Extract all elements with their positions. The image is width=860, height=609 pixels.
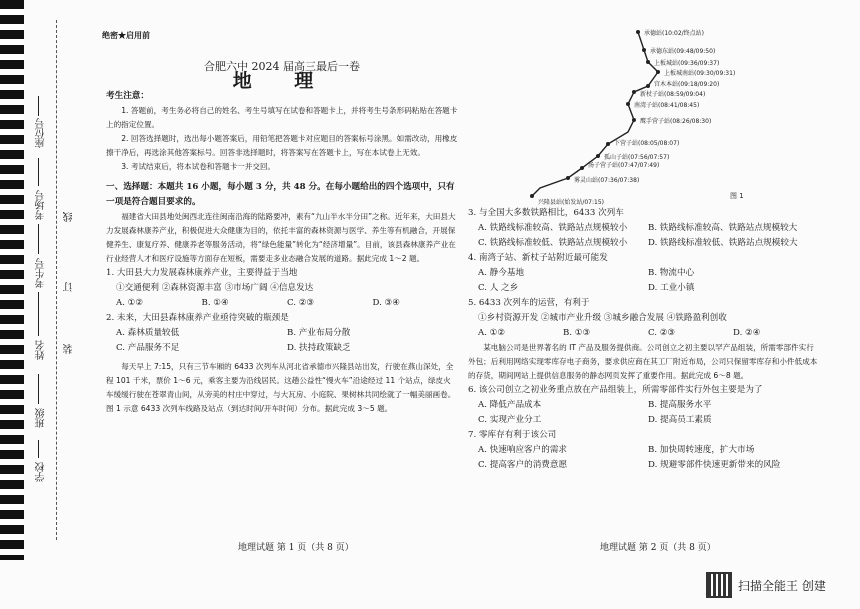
option: D. 提高员工素质	[648, 415, 712, 425]
station-dot	[636, 30, 640, 34]
option: A. 降低产品成本	[478, 400, 542, 410]
station-dot	[646, 60, 650, 64]
option: A. ①②	[478, 328, 506, 338]
field-school: 学校	[36, 462, 47, 482]
notice-item: 2. 回答选择题时，选出每小题答案后，用铅笔把答题卡对应题目的答案标号涂黑。如需改动，用橡皮擦干净后，再选涂其他答案标号。回答非选择题时，将答案写在答题卡上，写在本试卷上无效。	[106, 134, 458, 157]
station-dot	[646, 84, 650, 88]
question-4: 4. 南湾子站、新杖子站附近最可能发	[468, 253, 608, 263]
station-dot	[632, 118, 636, 122]
station-dot	[632, 90, 636, 94]
station-label: 鹰手营子站(08:26/08:30)	[640, 118, 712, 125]
question-3: 3. 与全国大多数铁路相比，6433 次列车	[468, 208, 624, 218]
field-room: 考场号	[36, 190, 47, 220]
question-2: 2. 未来，大田县森林康养产业亟待突破的瓶颈是	[106, 313, 289, 323]
option: C. 实现产业分工	[478, 415, 542, 425]
station-label: 上板城南站(09:30/09:31)	[664, 70, 736, 77]
subject-title: 地 理	[232, 70, 332, 92]
option: B. ①③	[563, 328, 591, 338]
field-line	[38, 374, 39, 404]
option: C. ②③	[648, 328, 676, 338]
watermark-label: 扫描全能王 创建	[738, 578, 826, 593]
question-1-items: ①交通便利 ②森林资源丰富 ③市场广阔 ④信息发达	[116, 283, 314, 293]
option: C. 产品服务不足	[116, 343, 180, 353]
passage-company: 某电脑公司是世界著名的 IT 产品及服务提供商。公司创立之初主要以罕产品组装，所需零部件实行外包；后利用网络实现零库存电子商务，要求供应商在其工厂附近布局，公司只保留零库存和小件低成本的存货，期间网站上提供信息服务的静态网页发挥了重要作用。据此完成 6～8 题。	[468, 343, 818, 380]
question-1-options	[106, 296, 458, 311]
binding-stripes	[0, 0, 24, 560]
option: B. 加快周转速度，扩大市场	[648, 445, 755, 455]
station-dot	[566, 176, 570, 180]
option: A. 快速响应客户的需求	[478, 445, 568, 455]
station-label: 孤山子站(07:56/07:57)	[604, 154, 670, 161]
qr-code-icon	[706, 572, 732, 598]
option: A. 静今基地	[478, 268, 525, 278]
station-dot	[626, 102, 630, 106]
station-label: 下营子站(08:05/08:07)	[614, 140, 680, 147]
option: D. ③④	[372, 298, 400, 308]
question-5-items: ①乡村资源开发 ②城市产业升级 ③城乡融合发展 ④铁路盈利创收	[478, 313, 727, 323]
binding-strip	[0, 0, 82, 560]
station-dot	[596, 154, 600, 158]
mark-line: 线	[64, 212, 75, 222]
passage-train: 每天早上 7:15，只有三节车厢的 6433 次列车从河北省承德市兴隆县站出发，行驶在燕山深处，全程 101 千米，票价 1～6 元，乘客主要为沿线居民。这趟公益性“慢火车”沿途经过 11 个站点，绿皮火车缓缓行驶在苍翠青山间，从旁美的村庄中穿过，与大瓦房、小庭院、果树林共同绘就了一幅美丽画卷。图 1 示意 6433 次列车线路及站点（到达时间/开车时间）分布。据此完成 3～5 题。	[106, 362, 456, 413]
option: D. 扶持政策缺乏	[287, 343, 351, 353]
left-column	[102, 30, 458, 416]
field-line	[38, 158, 39, 186]
option: D. 铁路线标准较低、铁路站点规模较大	[648, 238, 798, 248]
question-1: 1. 大田县大力发展森林康养产业，主要得益于当地	[106, 268, 298, 278]
option: B. ①④	[201, 298, 229, 308]
map-caption: 图 1	[730, 192, 744, 200]
binding-dashed-line	[56, 20, 57, 540]
question-2-options	[106, 326, 458, 356]
option: A. 铁路线标准较高、铁路站点规模较小	[478, 223, 628, 233]
station-dot	[580, 166, 584, 170]
section-heading: 一、选择题：本题共 16 小题，每小题 3 分，共 48 分。在每小题给出的四个选项中，只有一项是符合题目要求的。	[106, 182, 455, 207]
station-dot	[606, 142, 610, 146]
station-label: 承德东站(09:48/09:50)	[650, 48, 716, 55]
option: B. 铁路线标准较高、铁路站点规模较大	[648, 223, 798, 233]
station-label: 新杖子站(08:59/09:04)	[640, 91, 706, 98]
field-name: 姓名	[36, 340, 47, 360]
option: C. 提高客户的消费意愿	[478, 460, 568, 470]
option: C. 人 之乡	[478, 283, 519, 293]
option: D. ②④	[733, 328, 761, 338]
question-4-options	[468, 266, 818, 296]
field-line	[38, 292, 39, 336]
station-dot	[656, 70, 660, 74]
option: B. 提高服务水平	[648, 400, 712, 410]
question-6-options	[468, 398, 818, 428]
field-class: 班级	[36, 408, 47, 428]
option: D. 工业小镇	[648, 283, 695, 293]
question-6: 6. 该公司创立之初业务重点放在产品组装上，所需零部件实行外包主要是为了	[468, 385, 763, 395]
question-7: 7. 零库存有利于该公司	[468, 430, 557, 440]
option: A. 森林质量较低	[116, 328, 180, 338]
station-label: 上板城站(09:36/09:37)	[654, 60, 720, 67]
footer-left: 地理试题 第 1 页（共 8 页）	[238, 543, 354, 553]
secret-label: 绝密★启用前	[102, 30, 150, 40]
railway-line	[532, 32, 658, 196]
option: B. 物流中心	[648, 268, 695, 278]
station-label: 兴隆县站(始发站/07:15)	[538, 199, 604, 206]
mark-bind: 订	[64, 282, 75, 292]
field-line	[38, 224, 39, 254]
station-label: 宫木本站(09:18/09:20)	[654, 81, 720, 88]
field-candidate-no: 考生号	[36, 258, 47, 288]
field-seat: 座位号	[36, 118, 47, 148]
option: B. 产业布局分散	[287, 328, 351, 338]
right-column	[468, 206, 818, 473]
question-5: 5. 6433 次列车的运营，有利于	[468, 298, 590, 308]
station-label: 南湾子站(08:41/08:45)	[634, 102, 700, 109]
field-line	[38, 440, 39, 458]
railway-map	[530, 28, 760, 218]
station-label: 汤子营子站(07:47/07:49)	[588, 162, 660, 169]
passage-forest: 福建省大田县地处闽西北连往闽南沿海的陆路要冲，素有“九山半水半分田”之称。近年来，大田县大力发展森林康养产业，积极促进大众健康为目的，依托丰富的森林资源与医学、养生等有机融合，开展保健养生、康复疗养、健康养老等服务活动，将“绿色能量”转化为“经济增量”。目前，该县森林康养产业在行业经营人才和医疗设施等方面存在短板，需要走多业态融合发展的道路。据此完成 1～2 题。	[106, 212, 456, 263]
notice-item: 3. 考试结束后，将本试卷和答题卡一并交回。	[121, 162, 276, 171]
question-7-options	[468, 443, 818, 473]
notice-title: 考生注意：	[106, 91, 149, 101]
option: A. ①②	[116, 298, 144, 308]
option: D. 规避零部件快速更新带来的风险	[648, 460, 781, 470]
question-5-options	[468, 326, 818, 341]
question-3-options	[468, 221, 818, 251]
mark-install: 装	[64, 344, 75, 354]
station-label: 承德站(10:02/终点站)	[644, 30, 704, 37]
option: C. 铁路线标准较低、铁路站点规模较小	[478, 238, 628, 248]
notice-item: 1. 答题前，考生务必将自己的姓名、考生号填写在试卷和答题卡上，并将考生号条形码粘贴在答题卡上的指定位置。	[106, 106, 458, 129]
station-dot	[530, 194, 534, 198]
scanner-watermark	[706, 572, 826, 598]
field-line	[38, 96, 39, 116]
station-dot	[642, 48, 646, 52]
footer-right: 地理试题 第 2 页（共 8 页）	[600, 543, 716, 553]
station-label: 雾灵山站(07:36/07:38)	[574, 177, 640, 184]
option: C. ②③	[287, 298, 315, 308]
exam-title: 合肥六中 2024 届高三最后一卷	[204, 60, 360, 73]
